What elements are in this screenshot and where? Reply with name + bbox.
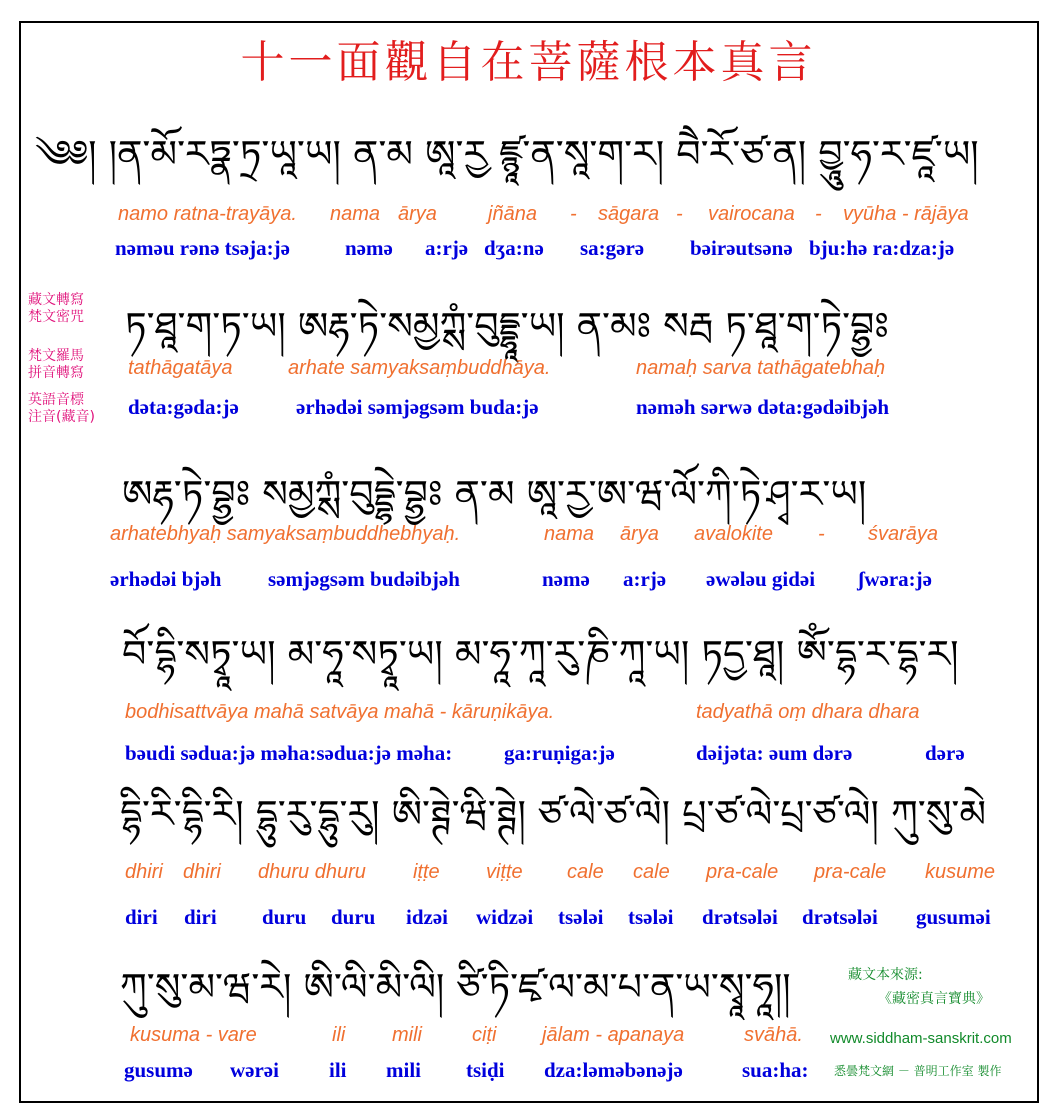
- roman-segment: tathāgatāya: [128, 357, 233, 379]
- roman-segment: svāhā.: [744, 1024, 803, 1046]
- source-book: 《藏密真言寶典》: [878, 991, 990, 1007]
- ipa-segment: widzəi: [476, 905, 534, 929]
- ipa-segment: nəməu rənə tsəja:jə: [115, 236, 290, 260]
- ipa-segment: bju:hə ra:dza:jə: [809, 236, 955, 260]
- roman-segment: dhuru dhuru: [258, 861, 366, 883]
- ipa-segment: sua:ha:: [742, 1058, 809, 1082]
- roman-segment: -: [570, 203, 577, 225]
- roman-segment: pra-cale: [706, 861, 779, 883]
- roman-segment: sāgara: [598, 203, 660, 225]
- roman-segment: ciṭi: [472, 1024, 497, 1046]
- legend-text: 拼音轉寫: [28, 365, 84, 381]
- ipa-segment: tsələi: [558, 905, 604, 929]
- tibetan-line-5: དྷི་རི་དྷི་རི། དྷུ་རུ་དྷུ་རུ། ཨི་ཊྚེ་ཝི་ཊྚེ། ཙ་ལེ་ཙ་ལེ། པྲ་ཙ་ལེ་པྲ་ཙ་ལེ། ཀུ་སུ་མེ: [120, 792, 987, 836]
- roman-segment: jālam - apanaya: [542, 1024, 685, 1046]
- ipa-segment: drətsələi: [802, 905, 878, 929]
- ipa-segment: ga:ruṇiga:jə: [504, 741, 615, 765]
- tibetan-line-3: ཨརྷ་ཏེ་བྷྱཿ སམྱཀྶཾ་བུདྡྷེ་བྷྱཿ ན་མ ཨཱ་རྱ་ཨ་ཝ་ལོ་ཀི་ཏེ་ཤྭ་ར་ཡ།: [122, 472, 867, 516]
- ipa-segment: nəmə: [345, 236, 393, 260]
- legend-text: 英語音標: [28, 392, 84, 408]
- ipa-segment: tsələi: [628, 905, 674, 929]
- roman-segment: cale: [633, 861, 670, 883]
- ipa-segment: a:rjə: [425, 236, 469, 260]
- roman-segment: mili: [392, 1024, 422, 1046]
- roman-segment: dhiri: [125, 861, 163, 883]
- ipa-segment: ərhədəi bjəh: [110, 567, 222, 591]
- ipa-segment: duru: [262, 905, 307, 929]
- roman-segment: dhiri: [183, 861, 221, 883]
- ipa-segment: a:rjə: [623, 567, 667, 591]
- roman-segment: -: [818, 523, 825, 545]
- ipa-segment: mili: [386, 1058, 421, 1082]
- roman-segment: ārya: [620, 523, 659, 545]
- ipa-segment: gusumə: [124, 1058, 193, 1082]
- ipa-segment: dərə: [925, 741, 965, 765]
- roman-segment: śvarāya: [868, 523, 939, 545]
- roman-segment: iṭṭe: [413, 861, 440, 883]
- roman-segment: nama: [330, 203, 381, 225]
- roman-segment: arhatebhyaḥ samyaksaṃbuddhebhyaḥ.: [110, 523, 461, 545]
- ipa-segment: əwələu gidəi: [706, 567, 816, 591]
- tibetan-line-6: ཀུ་སུ་མ་ཝ་རེ། ཨི་ལི་མི་ལི། ཙི་ཏི་ཛྭ་ལ་མ་པ་ན་ཡ་སྭཱ་ཧཱ།།: [120, 965, 791, 1009]
- tibetan-line-1: ༄༅། །ན་མོ་རཏྣ་ཏྲ་ཡཱ་ཡ། ན་མ ཨཱ་རྱ ཛྙཱ་ན་སཱ་ག་ར། བཻ་རོ་ཙ་ན། བྱཱུ་ཧ་ར་ཛཱ་ཡ།: [35, 132, 979, 176]
- roman-segment: vyūha - rājāya: [843, 203, 969, 225]
- ipa-segment: ərhədəi səmjəgsəm buda:jə: [296, 395, 539, 419]
- ipa-segment: dəta:gəda:jə: [128, 395, 239, 419]
- roman-segment: viṭṭe: [486, 861, 523, 883]
- roman-segment: ārya: [398, 203, 437, 225]
- ipa-segment: idzəi: [406, 905, 448, 929]
- tibetan-line-4: བོ་དྷི་སཏྭཱ་ཡ། མ་ཧཱ་སཏྭཱ་ཡ། མ་ཧཱ་ཀཱ་རུ་ཎི་ཀཱ་ཡ། ཏདྱ་ཐཱ། ཨོཾ་དྷ་ར་དྷ་ར།: [122, 632, 959, 676]
- legend-text: 注音(藏音): [28, 409, 95, 425]
- roman-segment: pra-cale: [814, 861, 887, 883]
- legend-text: 梵文羅馬: [28, 348, 84, 364]
- ipa-segment: dʒa:nə: [484, 236, 544, 260]
- ipa-segment: duru: [331, 905, 376, 929]
- roman-segment: namaḥ sarva tathāgatebhaḥ: [636, 357, 886, 379]
- legend-text: 藏文轉寫: [28, 292, 84, 308]
- ipa-segment: diri: [184, 905, 217, 929]
- roman-segment: nama: [544, 523, 595, 545]
- roman-segment: arhate samyaksaṃbuddhāya.: [288, 357, 551, 379]
- tibetan-line-2: ཏ་ཐཱ་ག་ཏ་ཡ། ཨརྷ་ཏེ་སམྱཀྶཾ་བུདྡྷཱ་ཡ། ན་མཿ སརྦ ཏ་ཐཱ་ག་ཏེ་བྷྱཿ: [125, 304, 889, 348]
- roman-segment: vairocana: [708, 203, 795, 225]
- roman-segment: -: [815, 203, 822, 225]
- roman-segment: avalokite: [694, 523, 773, 545]
- roman-segment: kusume: [925, 861, 996, 883]
- roman-segment: jñāna: [488, 203, 537, 225]
- legend-phonetic: [28, 392, 95, 426]
- roman-segment: -: [676, 203, 683, 225]
- legend-roman-transcription: [28, 348, 84, 382]
- ipa-segment: sa:gərə: [580, 236, 645, 260]
- ipa-segment: tsiḍi: [466, 1058, 505, 1082]
- ipa-segment: diri: [125, 905, 158, 929]
- legend-text: 梵文密咒: [28, 309, 84, 325]
- ipa-segment: ili: [329, 1058, 347, 1082]
- legend-tibetan-transcription: [28, 292, 84, 326]
- roman-segment: cale: [567, 861, 604, 883]
- source-label: 藏文本來源:: [848, 967, 923, 983]
- ipa-segment: səmjəgsəm budəibjəh: [268, 567, 460, 591]
- ipa-segment: bəirəutsənə: [690, 236, 793, 260]
- ipa-segment: nəmə: [542, 567, 590, 591]
- source-url[interactable]: www.siddham-sanskrit.com: [830, 1030, 1012, 1047]
- ipa-segment: nəməh sərwə dəta:gədəibjəh: [636, 395, 890, 419]
- ipa-segment: wərəi: [230, 1058, 279, 1082]
- roman-segment: ili: [332, 1024, 346, 1046]
- roman-segment: kusuma - vare: [130, 1024, 257, 1046]
- roman-segment: bodhisattvāya mahā satvāya mahā - kāruṇikāya.: [125, 701, 555, 723]
- source-credit: 悉曇梵文網 － 普明工作室 製作: [834, 1064, 1002, 1078]
- page-title: 十一面觀自在菩薩根本真言: [240, 37, 817, 88]
- ipa-segment: dəijəta: əum dərə: [696, 741, 853, 765]
- ipa-segment: dza:ləməbənəjə: [544, 1058, 683, 1082]
- ipa-segment: drətsələi: [702, 905, 778, 929]
- ipa-segment: bəudi sədua:jə məha:sədua:jə məha:: [125, 741, 453, 765]
- roman-segment: tadyathā oṃ dhara dhara: [696, 701, 920, 723]
- roman-segment: namo ratna-trayāya.: [118, 203, 297, 225]
- ipa-segment: ʃwəra:jə: [858, 567, 932, 591]
- ipa-segment: gusuməi: [916, 905, 991, 929]
